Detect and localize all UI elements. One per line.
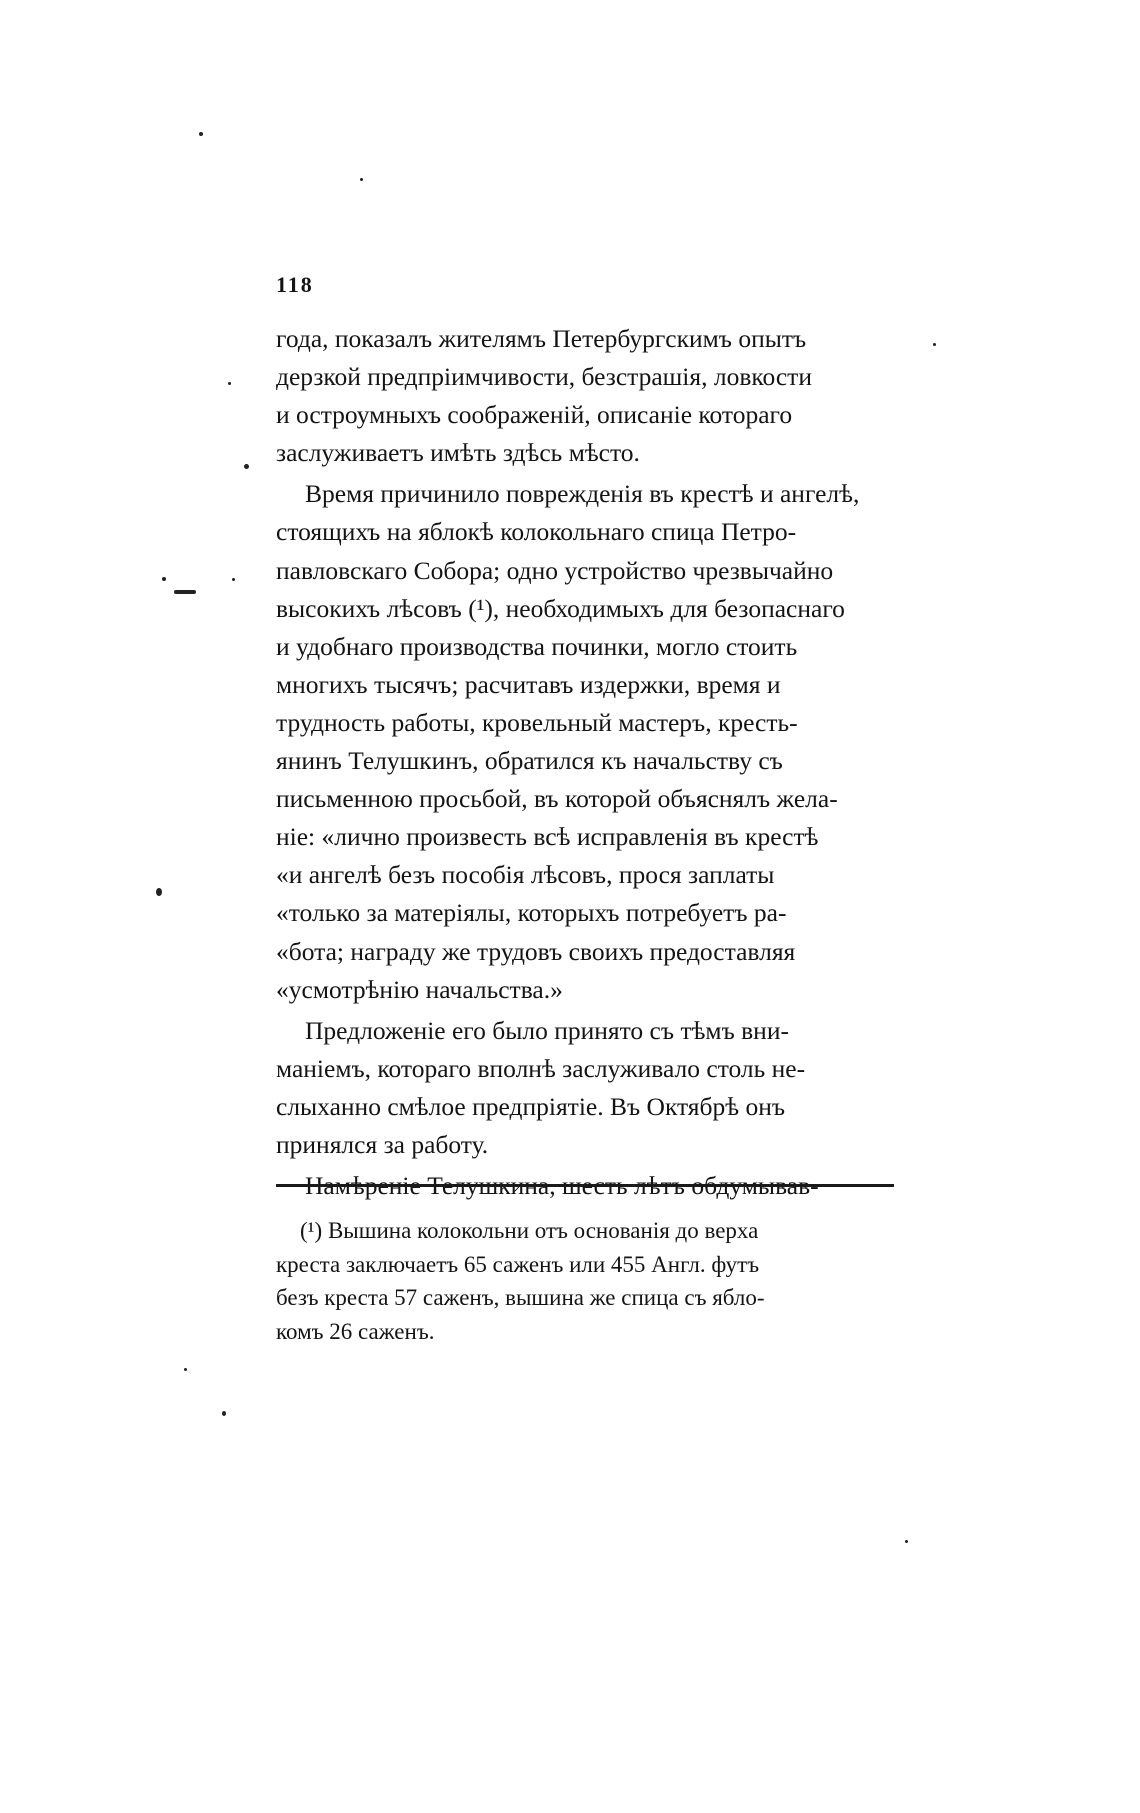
scan-speck (184, 1368, 187, 1371)
scan-speck (222, 1411, 226, 1416)
scan-speck (232, 578, 235, 581)
scan-speck (933, 343, 936, 346)
scan-speck (228, 382, 231, 385)
scan-speck (244, 464, 249, 469)
footnote-divider (276, 1184, 894, 1187)
paragraph-4: Намѣреніе Телушкина, шесть лѣтъ обдумывав- (305, 1171, 819, 1201)
scan-speck (156, 888, 162, 896)
footnote: (¹) Вышина колокольни отъ основанія до верха креста заключаетъ 65 саженъ или 455 Англ. футъ безъ креста 57 саженъ, вышина же спица съ ябло- комъ 26 саженъ. (276, 1218, 765, 1344)
paragraph-2: Время причинило поврежденія въ крестѣ и ангелѣ, стоящихъ на яблокѣ колокольнаго спица Петро- павловскаго Собора; одно устройство чрезвычайно высокихъ лѣсовъ (¹), необходимыхъ для безопаснаго и удобнаго производства починки, могло стоить многихъ тысячъ; расчитавъ издержки, время и трудность работы, кровельный мастеръ, кресть- янинъ Телушкинъ, обратился къ начальству съ письменною просьбой, въ которой объяснялъ жела- ніе: «лично произвесть всѣ исправленія въ крестѣ «и ангелѣ безъ пособія лѣсовъ, прося заплаты «только за матеріялы, которыхъ потребуетъ ра- «бота; награду же трудовъ своихъ предоставляя «усмотрѣнію начальства.» (276, 479, 860, 1004)
scan-speck (174, 590, 196, 594)
paragraph-1: года, показалъ жителямъ Петербургскимъ опытъ дерзкой предпріимчивости, безстрашія, ловкости и остроумныхъ соображеній, описаніе котораго заслуживаетъ имѣть здѣсь мѣсто. (276, 324, 812, 468)
body-text (276, 320, 896, 1208)
scan-speck (199, 132, 203, 136)
scan-speck (162, 577, 166, 581)
scan-speck (360, 178, 363, 181)
page-number: 118 (276, 272, 314, 297)
scan-speck (905, 1540, 908, 1543)
paragraph-3: Предложеніе его было принято съ тѣмъ вни- маніемъ, котораго вполнѣ заслуживало столь не- слыханно смѣлое предпріятіе. Въ Октябрѣ онъ принялся за работу. (276, 1015, 806, 1159)
